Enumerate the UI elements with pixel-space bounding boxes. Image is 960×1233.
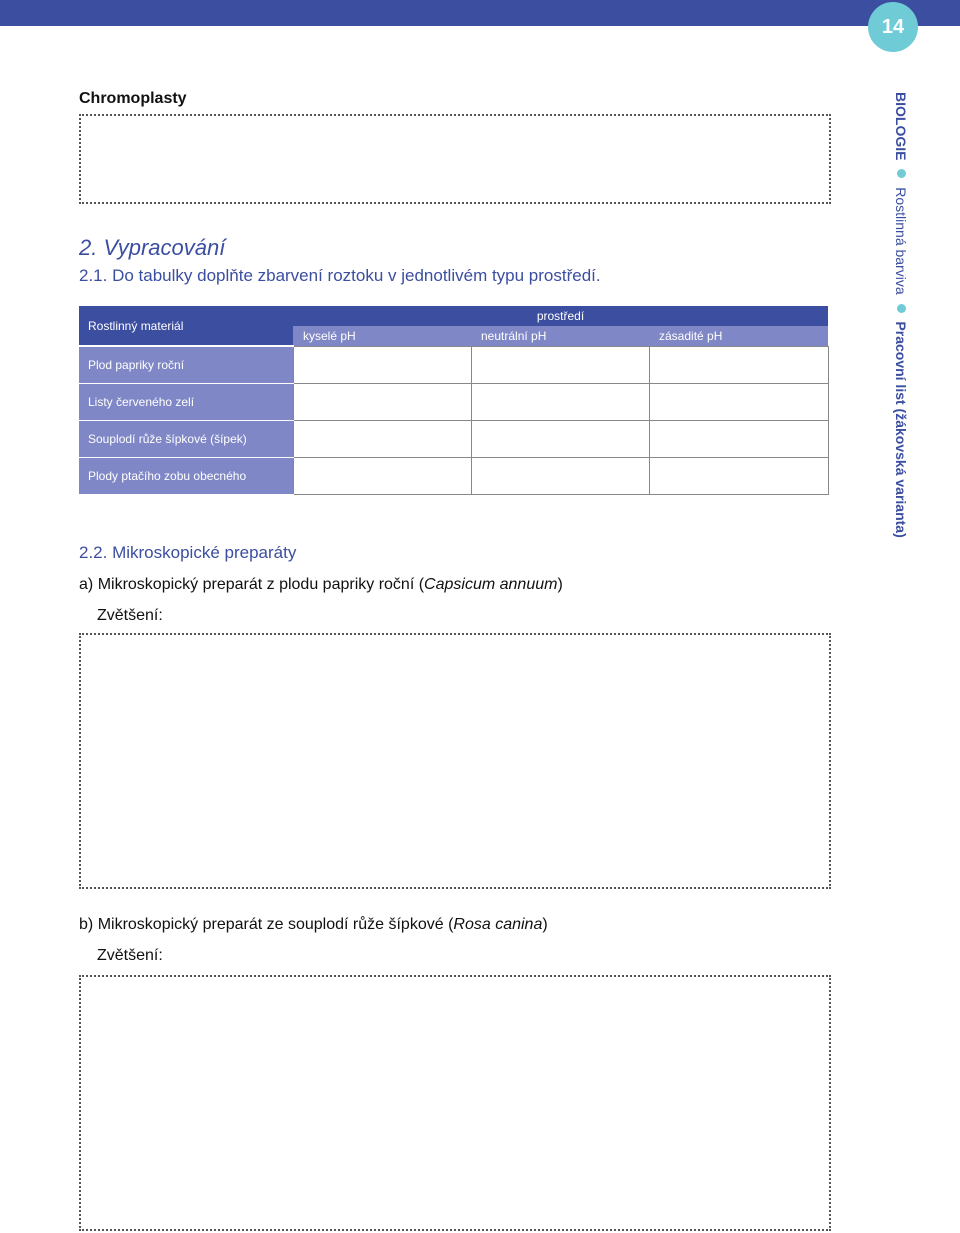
input-cell[interactable] (293, 457, 471, 494)
row-label: Listy červeného zelí (79, 383, 293, 420)
bullet-dot-icon (897, 169, 906, 178)
pigment-table (79, 306, 829, 495)
input-cell[interactable] (471, 457, 649, 494)
input-cell[interactable] (293, 346, 471, 383)
header-basic-ph: zásadité pH (649, 326, 828, 346)
row-label: Souplodí růže šípkové (šípek) (79, 420, 293, 457)
header-neutral-ph: neutrální pH (471, 326, 649, 346)
bullet-dot-icon (897, 304, 906, 313)
item-a-suffix: ) (557, 576, 563, 593)
input-cell[interactable] (471, 383, 649, 420)
table-row (79, 346, 828, 383)
input-cell[interactable] (649, 420, 828, 457)
section-title: 2. Vypracování (79, 235, 226, 260)
sidebar-subject: BIOLOGIE (893, 92, 909, 161)
sidebar-worksheet: Pracovní list (žákovská varianta) (893, 321, 909, 538)
subsection-title-2: 2.2. Mikroskopické preparáty (79, 543, 297, 562)
item-b-suffix: ) (542, 916, 548, 933)
page-number-badge: 14 (868, 2, 918, 52)
item-b-latin: Rosa canina (453, 916, 543, 933)
header-material: Rostlinný materiál (79, 306, 293, 346)
top-banner (0, 0, 960, 26)
item-b-drawing-area[interactable] (79, 975, 831, 1231)
subsection-title-1: 2.1. Do tabulky doplňte zbarvení roztoku v jednotlivém typu prostředí. (79, 266, 601, 285)
sidebar-label (879, 92, 909, 542)
item-a-latin: Capsicum annuum (424, 576, 558, 593)
input-cell[interactable] (649, 346, 828, 383)
table-row (79, 420, 828, 457)
item-a-magnification: Zvětšení: (97, 607, 163, 624)
row-label: Plody ptačího zobu obecného (79, 457, 293, 494)
input-cell[interactable] (293, 383, 471, 420)
item-b-title (79, 916, 548, 934)
header-environment: prostředí (293, 306, 828, 326)
item-b-text: Mikroskopický preparát ze souplodí růže šípkové ( (97, 916, 454, 933)
table-row (79, 383, 828, 420)
item-a-drawing-area[interactable] (79, 633, 831, 889)
input-cell[interactable] (649, 457, 828, 494)
input-cell[interactable] (293, 420, 471, 457)
chromoplasty-drawing-area[interactable] (79, 114, 831, 204)
table-row (79, 457, 828, 494)
input-cell[interactable] (649, 383, 828, 420)
item-b-prefix: b) (79, 916, 94, 933)
item-a-text: Mikroskopický preparát z plodu papriky roční ( (97, 576, 425, 593)
row-label: Plod papriky roční (79, 346, 293, 383)
item-b-magnification: Zvětšení: (97, 947, 163, 964)
input-cell[interactable] (471, 346, 649, 383)
item-a-prefix: a) (79, 576, 94, 593)
item-a-title (79, 576, 563, 594)
input-cell[interactable] (471, 420, 649, 457)
header-acidic-ph: kyselé pH (293, 326, 471, 346)
sidebar-topic: Rostlinná barviva (893, 187, 909, 295)
chromoplasty-heading: Chromoplasty (79, 90, 187, 107)
